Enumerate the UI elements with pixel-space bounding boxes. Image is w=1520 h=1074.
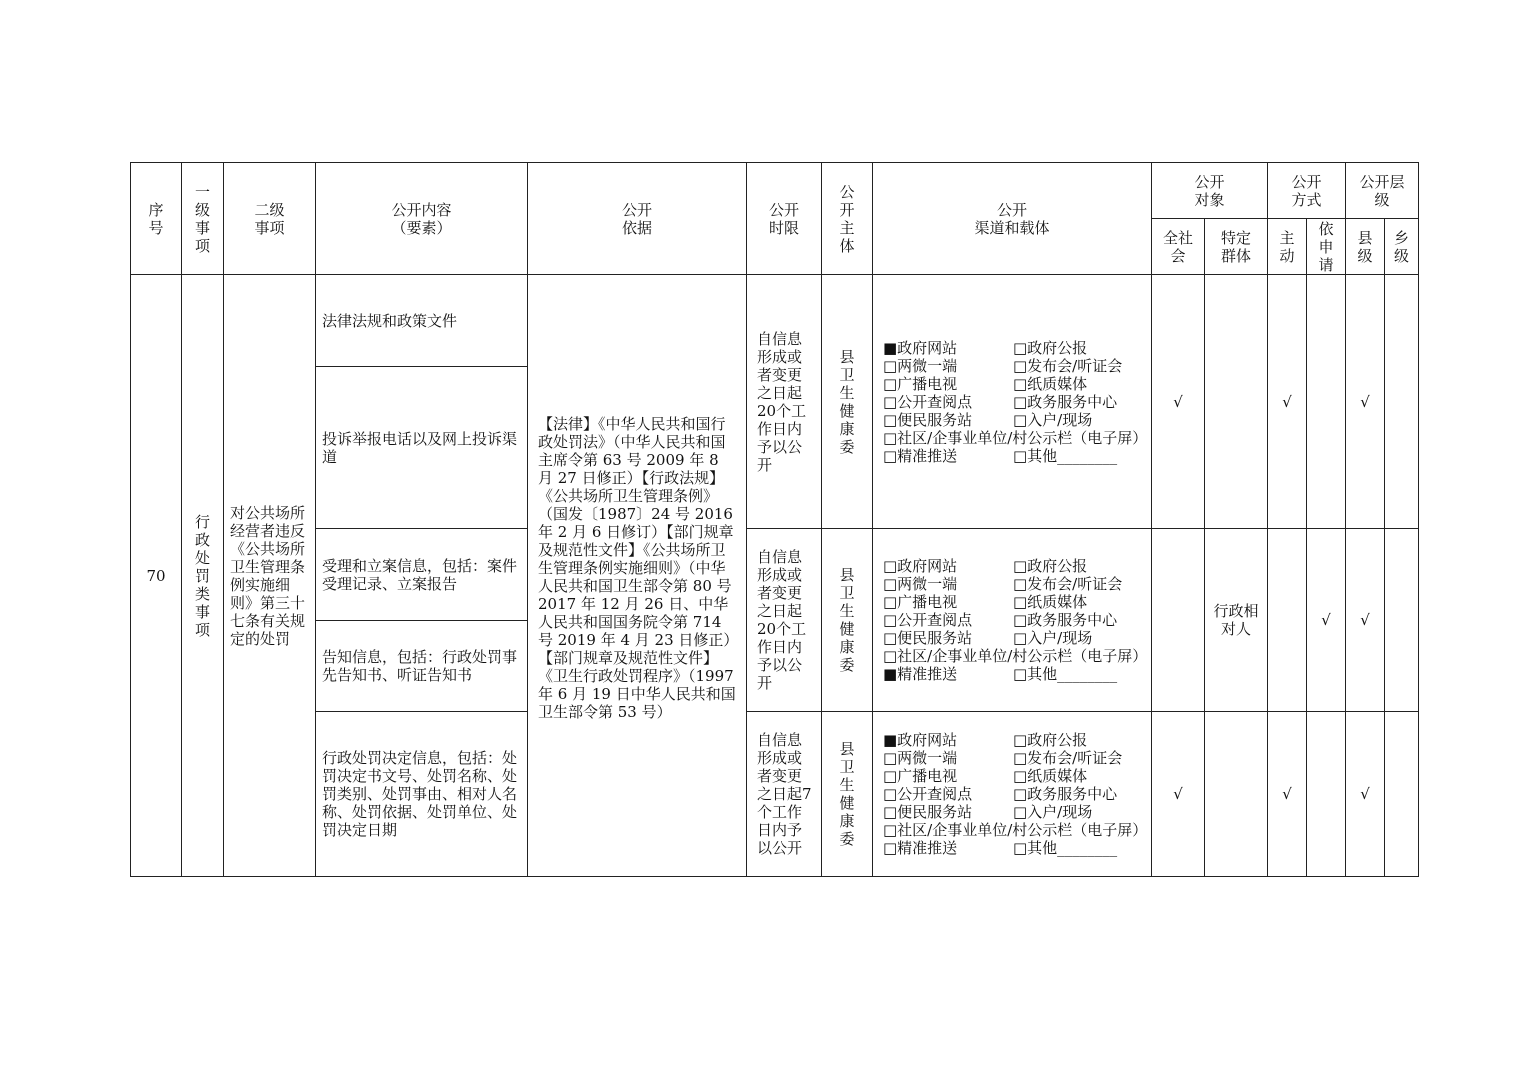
group3-mode-request bbox=[1307, 712, 1346, 877]
header-level-county: 县级 bbox=[1346, 219, 1385, 275]
header-target: 公开 对象 bbox=[1152, 163, 1268, 219]
group2-level-county: √ bbox=[1346, 529, 1385, 712]
header-mode: 公开 方式 bbox=[1268, 163, 1346, 219]
group1-mode-active: √ bbox=[1268, 275, 1307, 529]
content-item: 法律法规和政策文件 bbox=[316, 275, 528, 367]
header-time: 公开 时限 bbox=[747, 163, 822, 275]
group2-subject: 县卫生健康委 bbox=[822, 529, 873, 712]
group2-target-all bbox=[1152, 529, 1205, 712]
row-level1: 行政处罚类事项 bbox=[182, 275, 224, 877]
row-level2: 对公共场所经营者违反《公共场所卫生管理条例实施细则》第三十七条有关规定的处罚 bbox=[224, 275, 316, 877]
group1-level-county: √ bbox=[1346, 275, 1385, 529]
group1-target-specific bbox=[1205, 275, 1268, 529]
group1-mode-request bbox=[1307, 275, 1346, 529]
group3-mode-active: √ bbox=[1268, 712, 1307, 877]
content-item: 行政处罚决定信息，包括：处罚决定书文号、处罚名称、处罚类别、处罚事由、相对人名称、处罚依据、处罚单位、处罚决定日期 bbox=[316, 712, 528, 877]
header-level1: 一级事项 bbox=[182, 163, 224, 275]
group3-target-all: √ bbox=[1152, 712, 1205, 877]
group2-mode-request: √ bbox=[1307, 529, 1346, 712]
header-basis: 公开 依据 bbox=[528, 163, 747, 275]
group2-channels: □政府网站 □政府公报 □两微一端 □发布会/听证会 □广播电视 □纸质媒体 □公开查阅点 □政务服务中心 □便民服务站 □入户/现场 □社区/企事业单位/村公示栏（电子屏） ■精准推送 □其他________ bbox=[873, 529, 1152, 712]
header-mode-active: 主动 bbox=[1268, 219, 1307, 275]
header-target-specific: 特定 群体 bbox=[1205, 219, 1268, 275]
group1-target-all: √ bbox=[1152, 275, 1205, 529]
group3-channels: ■政府网站 □政府公报 □两微一端 □发布会/听证会 □广播电视 □纸质媒体 □公开查阅点 □政务服务中心 □便民服务站 □入户/现场 □社区/企事业单位/村公示栏（电子屏） □精准推送 □其他________ bbox=[873, 712, 1152, 877]
group1-level-town bbox=[1385, 275, 1419, 529]
row-basis: 【法律】《中华人民共和国行政处罚法》（中华人民共和国主席令第 63 号 2009 年 8 月 27 日修正）【行政法规】《公共场所卫生管理条例》（国发〔1987〕24 号 2016 年 2 月 6 日修订）【部门规章及规范性文件】《公共场所卫生管理条例实施细则》（中华人民共和国卫生部令第 80 号 2017 年 12 月 26 日、中华人民共和国国务院令第 714 号 2019 年 4 月 23 日修正）【部门规章及规范性文件】《卫生行政处罚程序》（1997 年 6 月 19 日中华人民共和国卫生部令第 53 号） bbox=[528, 275, 747, 877]
header-subject: 公开主体 bbox=[822, 163, 873, 275]
content-item: 告知信息，包括：行政处罚事先告知书、听证告知书 bbox=[316, 621, 528, 712]
header-mode-request: 依申请 bbox=[1307, 219, 1346, 275]
header-target-all: 全社 会 bbox=[1152, 219, 1205, 275]
group2-mode-active bbox=[1268, 529, 1307, 712]
disclosure-table bbox=[130, 162, 1419, 877]
header-content: 公开内容 （要素） bbox=[316, 163, 528, 275]
group3-level-town bbox=[1385, 712, 1419, 877]
group3-target-specific bbox=[1205, 712, 1268, 877]
header-level2: 二级事项 bbox=[224, 163, 316, 275]
header-channel: 公开 渠道和载体 bbox=[873, 163, 1152, 275]
group2-level-town bbox=[1385, 529, 1419, 712]
group2-time: 自信息形成或者变更之日起20个工作日内予以公开 bbox=[747, 529, 822, 712]
group1-channels: ■政府网站 □政府公报 □两微一端 □发布会/听证会 □广播电视 □纸质媒体 □公开查阅点 □政务服务中心 □便民服务站 □入户/现场 □社区/企事业单位/村公示栏（电子屏） □精准推送 □其他________ bbox=[873, 275, 1152, 529]
header-level-town: 乡级 bbox=[1385, 219, 1419, 275]
group3-level-county: √ bbox=[1346, 712, 1385, 877]
header-level: 公开层 级 bbox=[1346, 163, 1419, 219]
row-seq: 70 bbox=[131, 275, 182, 877]
group1-time: 自信息形成或者变更之日起20个工作日内予以公开 bbox=[747, 275, 822, 529]
group1-subject: 县卫生健康委 bbox=[822, 275, 873, 529]
content-item: 投诉举报电话以及网上投诉渠道 bbox=[316, 367, 528, 529]
group2-target-specific: 行政相对人 bbox=[1205, 529, 1268, 712]
content-item: 受理和立案信息，包括：案件受理记录、立案报告 bbox=[316, 529, 528, 621]
group3-time: 自信息形成或者变更之日起7个工作日内予以公开 bbox=[747, 712, 822, 877]
header-seq: 序号 bbox=[131, 163, 182, 275]
group3-subject: 县卫生健康委 bbox=[822, 712, 873, 877]
